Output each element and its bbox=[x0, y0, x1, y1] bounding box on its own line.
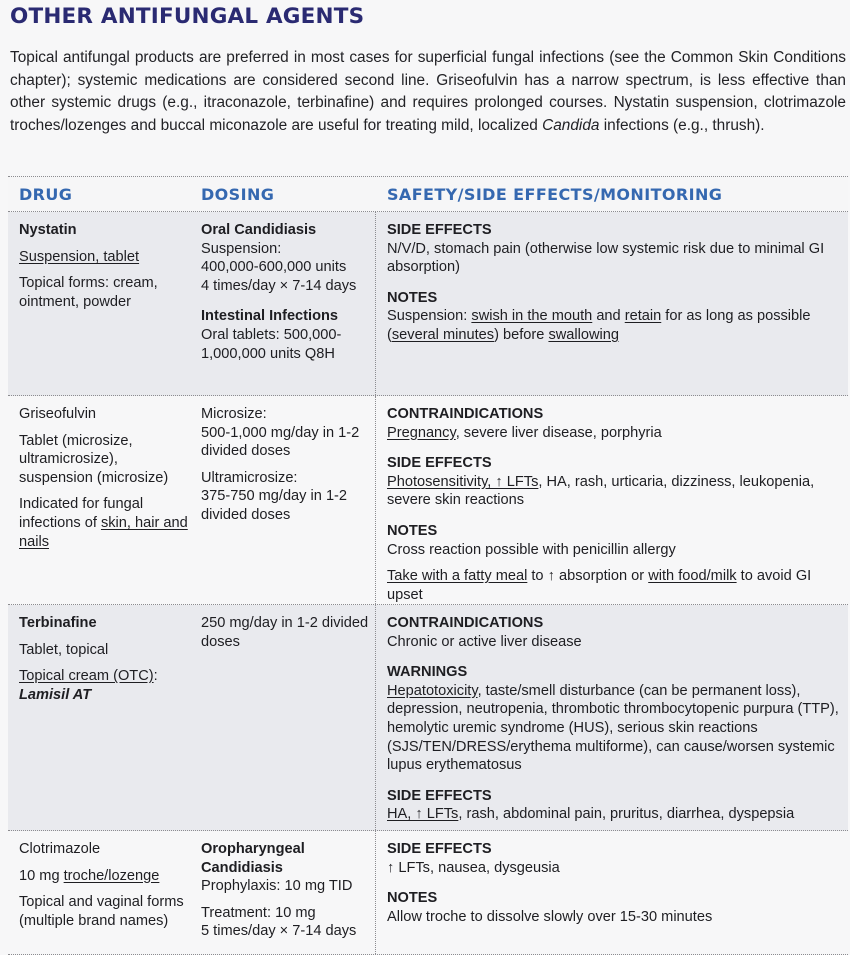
dosing-text: 400,000-600,000 units bbox=[201, 259, 347, 276]
brand-name: Lamisil AT bbox=[19, 686, 92, 703]
contraindications-label: CONTRAINDICATIONS bbox=[387, 406, 544, 422]
dosing-heading: Oropharyngeal Candidiasis bbox=[201, 841, 305, 876]
notes-emphasis: several minutes bbox=[391, 326, 495, 343]
drug-name: Clotrimazole bbox=[19, 841, 101, 857]
drug-forms: Suspension, tablet bbox=[19, 248, 140, 265]
side-effects-text bbox=[387, 473, 848, 510]
indication-fragment: Indicated for fungal infections of bbox=[19, 496, 144, 531]
section-title: OTHER ANTIFUNGAL AGENTS bbox=[10, 4, 365, 29]
notes-emphasis: Take with a fatty meal bbox=[387, 568, 528, 585]
notes-fragment: to avoid GI upset bbox=[387, 568, 812, 603]
warnings-text bbox=[387, 682, 848, 775]
notes-label: NOTES bbox=[387, 890, 438, 907]
notes-text bbox=[387, 307, 848, 344]
safety-cell bbox=[376, 605, 848, 830]
dosing-cell bbox=[190, 212, 376, 395]
side-effects-label: SIDE EFFECTS bbox=[387, 787, 492, 804]
dosing-text: 500-1,000 mg/day in 1-2 divided doses bbox=[201, 424, 360, 460]
notes-emphasis: retain bbox=[624, 308, 662, 325]
side-effects-label: SIDE EFFECTS bbox=[387, 841, 492, 857]
dosing-text: Ultramicrosize: bbox=[201, 469, 298, 486]
dosing-cell bbox=[190, 396, 376, 604]
dosing-text: Treatment: 10 mg bbox=[201, 904, 316, 921]
dosing-text: 250 mg/day in 1-2 divided doses bbox=[201, 615, 369, 650]
indication-emphasis: skin, hair and nails bbox=[19, 514, 188, 550]
contra-emphasis: Pregnancy bbox=[387, 424, 456, 441]
table-header bbox=[8, 176, 848, 212]
dosing-heading: Oral Candidiasis bbox=[201, 222, 317, 238]
drug-topical: Topical and vaginal forms (multiple brand names) bbox=[19, 894, 184, 929]
drug-indication bbox=[19, 495, 190, 551]
dosing-cell bbox=[190, 831, 376, 954]
forms-emphasis: troche/lozenge bbox=[63, 867, 160, 884]
notes-label: NOTES bbox=[387, 522, 438, 539]
contraindications-text: Chronic or active liver disease bbox=[387, 633, 582, 650]
drug-name: Terbinafine bbox=[19, 615, 97, 631]
side-effects-text: N/V/D, stomach pain (otherwise low systemic risk due to minimal GI absorption) bbox=[387, 240, 825, 276]
dosing-text: Prophylaxis: 10 mg TID bbox=[201, 878, 353, 895]
side-effects-label: SIDE EFFECTS bbox=[387, 222, 492, 238]
side-effects-fragment: , HA, rash, urticaria, dizziness, leukopenia, severe skin reactions bbox=[387, 473, 815, 509]
otc-colon: : bbox=[153, 668, 158, 685]
drug-topical: Topical forms: cream, ointment, powder bbox=[19, 275, 158, 310]
forms-fragment: 10 mg bbox=[19, 867, 64, 884]
notes-fragment: and bbox=[592, 308, 625, 325]
table-row-clotrimazole bbox=[8, 831, 848, 955]
dosing-text: 4 times/day × 7-14 days bbox=[201, 277, 357, 294]
header-safety: SAFETY/SIDE EFFECTS/MONITORING bbox=[387, 184, 723, 204]
drug-forms bbox=[19, 867, 190, 886]
notes-fragment: to ↑ absorption or bbox=[527, 568, 649, 585]
drug-cell bbox=[8, 396, 190, 604]
contraindications-text bbox=[387, 424, 848, 443]
side-effects-text bbox=[387, 805, 848, 824]
drug-cell bbox=[8, 212, 190, 395]
notes-fragment: Suspension: bbox=[387, 308, 472, 325]
header-dosing: DOSING bbox=[201, 184, 275, 204]
safety-cell bbox=[376, 212, 848, 395]
notes-text: Allow troche to dissolve slowly over 15-30 minutes bbox=[387, 908, 713, 925]
otc-label: Topical cream (OTC) bbox=[19, 668, 154, 685]
dosing-cell bbox=[190, 605, 376, 830]
notes-text: Cross reaction possible with penicillin allergy bbox=[387, 541, 676, 558]
notes-emphasis: swallowing bbox=[548, 326, 620, 343]
contra-fragment: , severe liver disease, porphyria bbox=[455, 424, 662, 441]
drug-name: Griseofulvin bbox=[19, 406, 97, 422]
drug-forms: Tablet, topical bbox=[19, 641, 109, 658]
contraindications-label: CONTRAINDICATIONS bbox=[387, 615, 544, 631]
dosing-text: Oral tablets: 500,000-1,000,000 units Q8H bbox=[201, 326, 342, 362]
intro-text-end: infections (e.g., thrush). bbox=[599, 116, 765, 134]
header-drug: DRUG bbox=[19, 184, 73, 204]
dosing-text: Suspension: bbox=[201, 240, 282, 257]
warnings-emphasis: Hepatotoxicity bbox=[387, 682, 478, 699]
intro-italic: Candida bbox=[542, 116, 600, 134]
table-row-griseofulvin bbox=[8, 396, 848, 605]
notes-fragment: ) before bbox=[494, 326, 549, 343]
safety-cell bbox=[376, 396, 848, 604]
safety-cell bbox=[376, 831, 848, 954]
table-row-nystatin bbox=[8, 212, 848, 396]
notes-emphasis: with food/milk bbox=[648, 568, 737, 585]
notes-label: NOTES bbox=[387, 289, 438, 306]
dosing-text: Microsize: bbox=[201, 406, 267, 422]
intro-text: Topical antifungal products are preferred in most cases for superficial fungal infections (see the Common Skin Conditions chapter); systemic medications are considered second line. Griseofulvin has a narrow spectrum, is less effective than other systemic drugs (e.g., itraconazole, terbinafine) and requires prolonged courses. Nystatin suspension, clotrimazole troches/lozenges and buccal miconazole are useful for treating mild, localized bbox=[10, 49, 846, 134]
table-row-terbinafine bbox=[8, 605, 848, 831]
side-effects-label: SIDE EFFECTS bbox=[387, 455, 492, 472]
drug-name: Nystatin bbox=[19, 222, 77, 238]
intro-paragraph bbox=[10, 47, 846, 137]
drug-forms: Tablet (microsize, ultramicrosize), suspension (microsize) bbox=[19, 432, 169, 486]
drug-otc bbox=[19, 667, 190, 686]
side-effects-fragment: , rash, abdominal pain, pruritus, diarrhea, dyspepsia bbox=[458, 806, 795, 823]
dosing-text: 375-750 mg/day in 1-2 divided doses bbox=[201, 488, 348, 523]
notes-text bbox=[387, 567, 848, 604]
side-effects-emphasis: HA, ↑ LFTs bbox=[387, 806, 459, 823]
notes-emphasis: swish in the mouth bbox=[471, 308, 593, 325]
drug-table bbox=[8, 176, 848, 955]
notes-fragment: for as long as possible ( bbox=[387, 308, 811, 343]
warnings-label: WARNINGS bbox=[387, 664, 468, 681]
side-effects-emphasis: Photosensitivity, ↑ LFTs bbox=[387, 473, 539, 490]
dosing-heading: Intestinal Infections bbox=[201, 308, 339, 325]
dosing-text: 5 times/day × 7-14 days bbox=[201, 923, 357, 940]
drug-cell bbox=[8, 831, 190, 954]
drug-cell bbox=[8, 605, 190, 830]
side-effects-text: ↑ LFTs, nausea, dysgeusia bbox=[387, 859, 560, 876]
warnings-fragment: , taste/smell disturbance (can be permanent loss), depression, neutropenia, thrombotic thrombocytopenic purpura (TTP), hemolytic uremic syndrome (HUS), serious skin reactions (SJS/TEN/DRESS/erythema multiforme), can cause/worsen systemic lupus erythematosus bbox=[387, 682, 839, 774]
